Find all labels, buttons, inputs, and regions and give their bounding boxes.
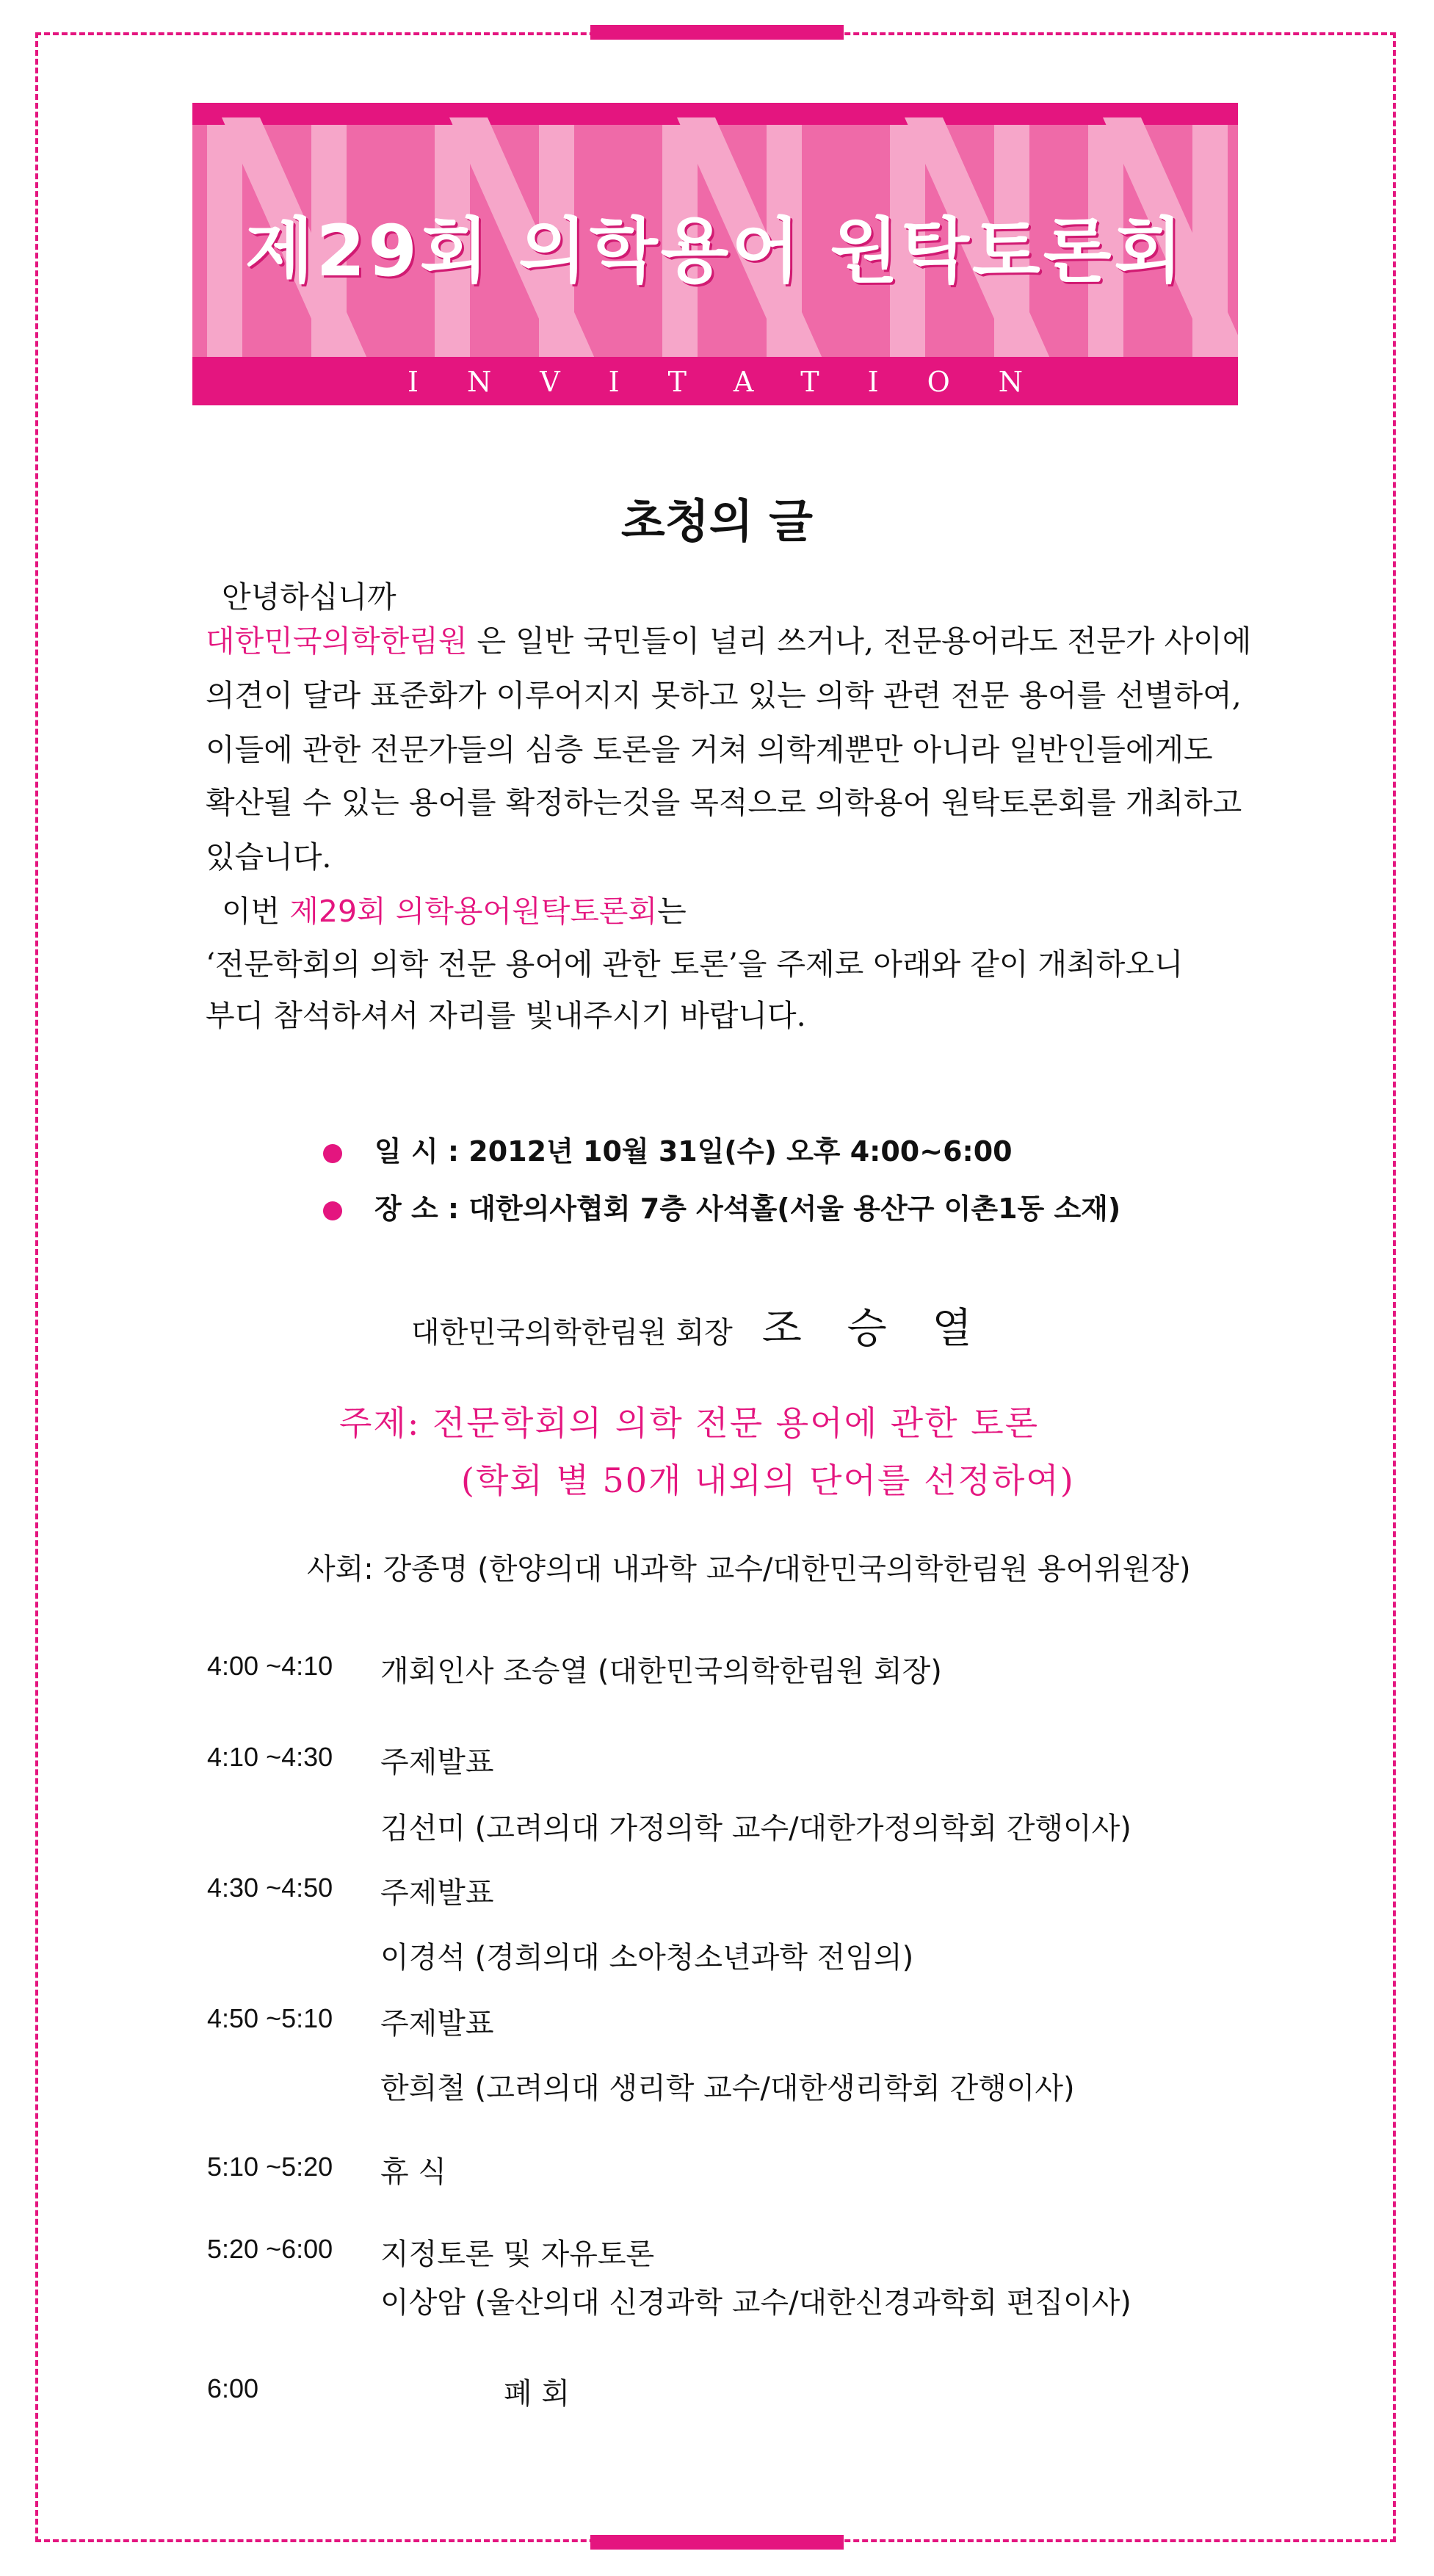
event-name: 제29회 의학용어원탁토론회	[289, 894, 658, 929]
place-line	[323, 1186, 1120, 1226]
schedule-speaker: 김선미 (고려의대 가정의학 교수/대한가정의학회 간행이사)	[380, 1812, 1131, 1845]
schedule-item: 지정토론 및 자유토론	[380, 2237, 655, 2271]
date-line	[323, 1129, 1013, 1169]
intro-line-4: 확산될 수 있는 용어를 확정하는것을 목적으로 의학용어 원탁토론회를 개최하고	[206, 785, 1242, 820]
place-text: 장 소 : 대한의사협회 7층 사석홀(서울 용산구 이촌1동 소재)	[374, 1193, 1121, 1225]
schedule-time: 4:00 ~4:10	[207, 1651, 333, 1681]
banner-subtitle: INVITATION	[407, 366, 1072, 398]
org-name: 대한민국의학한림원	[206, 623, 468, 659]
greeting: 안녕하십니까	[222, 579, 396, 615]
intro-line-1	[206, 618, 1366, 664]
invite-line-2: ‘전문학회의 의학 전문 용어에 관한 토론’을 주제로 아래와 같이 개최하오니	[206, 947, 1184, 982]
schedule-item: 주제발표	[380, 1876, 494, 1910]
schedule-item: 폐 회	[504, 2377, 570, 2411]
invite-line-1	[222, 889, 1382, 934]
host-line: 사회: 강종명 (한양의대 내과학 교수/대한민국의학한림원 용어위원장)	[307, 1552, 1191, 1586]
schedule-speaker: 한희철 (고려의대 생리학 교수/대한생리학회 간행이사)	[380, 2072, 1075, 2105]
schedule-speaker: 이경석 (경희의대 소아청소년과학 전임의)	[380, 1941, 914, 1975]
intro-line-2: 의견이 달라 표준화가 이루어지지 못하고 있는 의학 관련 전문 용어를 선별하여,	[206, 678, 1242, 713]
invite-suffix: 는	[657, 894, 687, 929]
schedule-item: 개회인사 조승열 (대한민국의학한림원 회장)	[380, 1654, 942, 1688]
top-accent-tab	[590, 25, 844, 40]
president-title: 대한민국의학한림원 회장	[411, 1316, 733, 1350]
schedule-time: 6:00	[207, 2373, 259, 2403]
schedule-item: 주제발표	[380, 1745, 494, 1779]
banner-title: 제29회 의학용어 원탁토론회	[245, 210, 1186, 292]
bullet-dot	[323, 1144, 342, 1163]
schedule-time: 4:50 ~5:10	[207, 2003, 333, 2033]
schedule-time: 5:10 ~5:20	[207, 2152, 333, 2182]
bullet-dot	[323, 1201, 342, 1220]
schedule-time: 5:20 ~6:00	[207, 2234, 333, 2264]
invite-prefix: 이번	[222, 894, 280, 929]
bottom-accent-tab	[590, 2535, 844, 2550]
schedule-time: 4:30 ~4:50	[207, 1873, 333, 1903]
header-banner	[192, 103, 1238, 405]
schedule-time: 4:10 ~4:30	[207, 1742, 333, 1772]
intro-line-1-text: 은 일반 국민들이 널리 쓰거나, 전문용어라도 전문가 사이에	[477, 623, 1252, 659]
president-name: 조 승 열	[761, 1305, 988, 1353]
schedule-speaker: 이상암 (울산의대 신경과학 교수/대한신경과학회 편집이사)	[380, 2286, 1131, 2320]
date-text: 일 시 : 2012년 10월 31일(수) 오후 4:00~6:00	[374, 1135, 1013, 1168]
invite-line-3: 부디 참석하셔서 자리를 빛내주시기 바랍니다.	[206, 998, 806, 1033]
intro-line-3: 이들에 관한 전문가들의 심층 토론을 거쳐 의학계뿐만 아니라 일반인들에게도	[206, 732, 1213, 767]
president-signature	[411, 1296, 988, 1355]
invitation-heading: 초청의 글	[620, 494, 814, 548]
theme-line-1: 주제: 전문학회의 의학 전문 용어에 관한 토론	[339, 1403, 1040, 1443]
theme-line-2: (학회 별 50개 내외의 단어를 선정하여)	[461, 1461, 1075, 1500]
schedule-item: 주제발표	[380, 2007, 494, 2041]
schedule-item: 휴 식	[380, 2155, 446, 2189]
intro-line-5: 있습니다.	[206, 839, 332, 875]
